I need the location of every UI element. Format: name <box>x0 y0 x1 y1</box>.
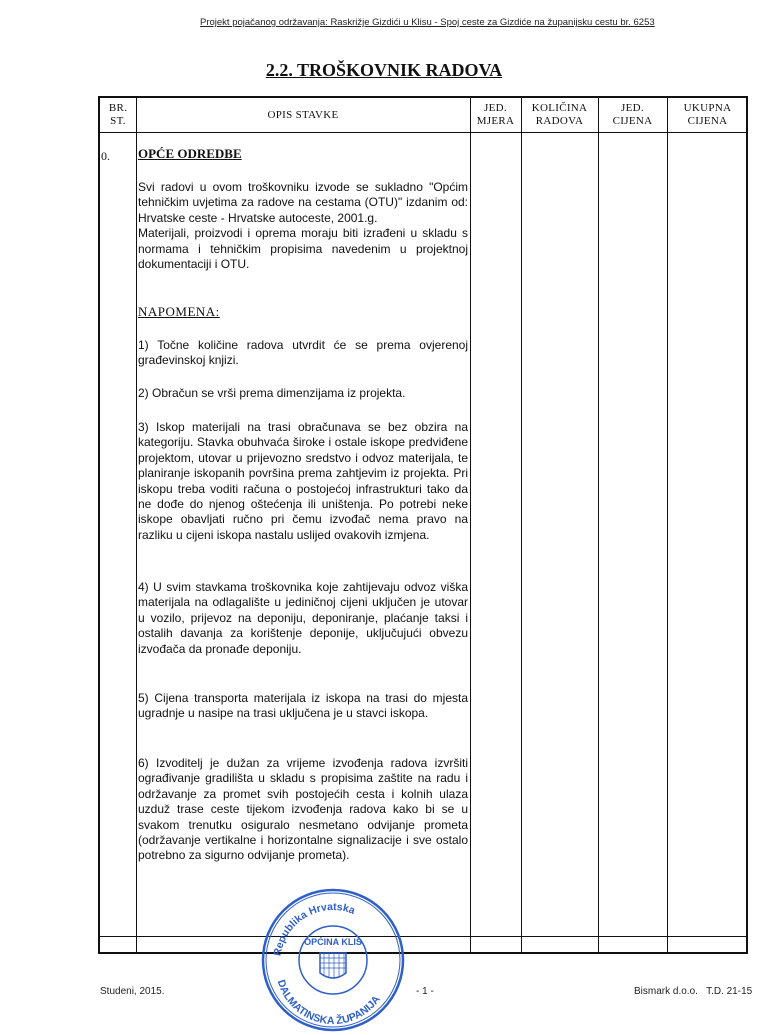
section-title: OPĆE ODREDBE <box>138 146 242 161</box>
header-divider <box>100 132 746 133</box>
page-title: 2.2. TROŠKOVNIK RADOVA <box>265 60 503 80</box>
col-header-kolicina: KOLIČINA RADOVA <box>531 102 588 127</box>
stamp-text-top: Republika Hrvatska <box>271 900 357 957</box>
note-1: 1) Točne količine radova utvrdit će se prema ovjerenoj građevinskoj knjizi. <box>138 338 468 368</box>
note-5: 5) Cijena transporta materijala iz iskopa na trasi do mjesta ugradnje u nasipe na trasi uključena je u stavci iskopa. <box>138 691 468 721</box>
col-header-br: BR. ST. <box>108 102 128 127</box>
column-divider <box>667 98 668 952</box>
document-header: Projekt pojačanog održavanja: Raskrižje Gizdići u Klisu - Spoj ceste za Gizdiće na županijsku cestu br. 6253 <box>200 17 655 28</box>
note-6: 6) Izvoditelj je dužan za vrijeme izvođenja radova izvršiti ograđivanje gradilišta u skladu s propisima zaštite na radu i održavanje za promet svih postojećih cesta i kolnih ulaza uzduž trase ceste tijekom izvođenja radova kako bi se u svakom trenutku osiguralo nesmetano odvijanje prometa (održavanje vertikalne i horizontalne signalizacije i sve ostalo potrebno za sigurno odvijanje prometa). <box>138 756 468 863</box>
col-header-opis: OPIS STAVKE <box>267 108 339 121</box>
footer-company: Bismark d.o.o. T.D. 21-15 <box>634 986 753 997</box>
official-stamp <box>258 885 408 1035</box>
stamp-inner-ring <box>266 893 400 1027</box>
footer-page-number: - 1 - <box>416 986 434 997</box>
col-header-ukupna-cijena: UKUPNA CIJENA <box>683 102 732 127</box>
stamp-text-bottom: DALMATINSKA ŽUPANIJA <box>274 978 383 1028</box>
row-divider <box>100 936 746 937</box>
footer-date: Studeni, 2015. <box>100 986 165 997</box>
stamp-text-inner: OPĆINA KLIS <box>304 937 362 947</box>
col-header-jed-cijena: JED. CIJENA <box>612 102 653 127</box>
column-divider <box>521 98 522 952</box>
column-divider <box>470 98 471 952</box>
note-4: 4) U svim stavkama troškovnika koje zahtijevaju odvoz viška materijala na odlagalište u jediničnoj cijeni uključen je utovar u vozilo, prijevoz na deponiju, deponiranje, plaćanje taksi i ostalih davanja za korištenje deponije, uključujući obvezu izvođača da pronađe deponiju. <box>138 580 468 656</box>
item-number: 0. <box>101 149 110 163</box>
column-divider <box>136 98 137 952</box>
col-header-jed-mjera: JED. MJERA <box>476 102 515 127</box>
note-2: 2) Obračun se vrši prema dimenzijama iz projekta. <box>138 386 406 400</box>
intro-paragraph: Svi radovi u ovom troškovniku izvode se sukladno "Općim tehničkim uvjetima za radove na cestama (OTU)" izdanim od: Hrvatske ceste - Hrvatske autoceste, 2001.g. Materijali, proizvodi i oprema moraju biti izrađeni u skladu s normama i tehničkim propisima navedenim u projektnoj dokumentaciji i OTU. <box>138 180 468 272</box>
note-3: 3) Iskop materijali na trasi obračunava se bez obzira na kategoriju. Stavka obuhvaća široke i ostale iskope predviđene projektom, utovar u prijevozno sredstvo i odvoz materijala, te planiranje iskopanih površina prema zahtjevim iz projekta. Pri iskopu treba voditi računa o postojećoj infrastrukturi tako da ne dođe do njenog oštećenja ili uništenja. Po potrebi neke iskope obavljati ručno pri čemu izvođač nema pravo na razliku u cijeni iskopa nastalu uslijed ovakovih izmjena. <box>138 420 468 542</box>
napomena-heading: NAPOMENA: <box>138 304 220 319</box>
column-divider <box>598 98 599 952</box>
